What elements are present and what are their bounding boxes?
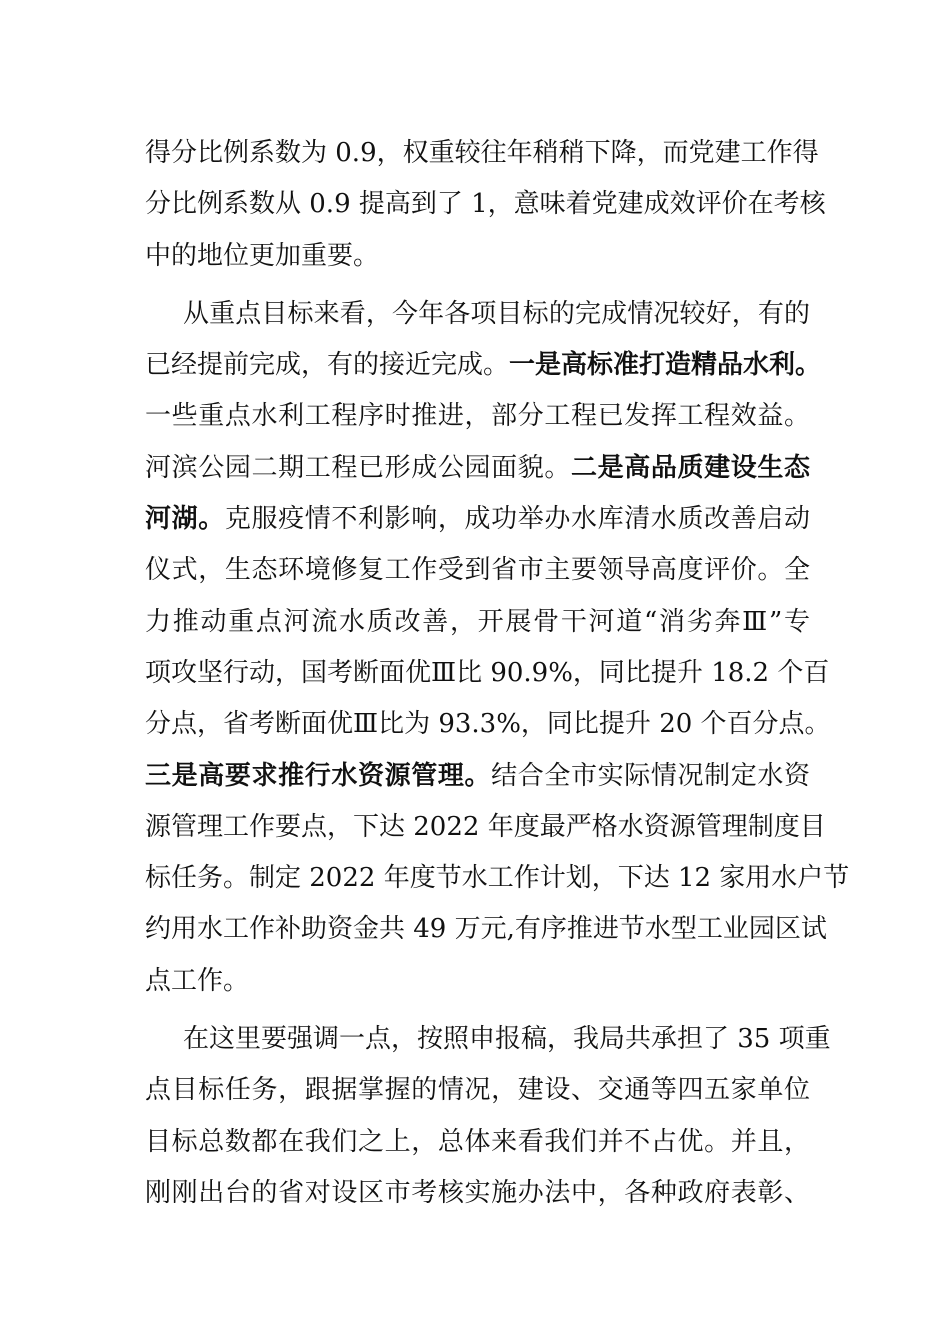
text-line xyxy=(145,802,826,853)
text-line xyxy=(145,956,810,1007)
text-span: 从重点目标来看，今年各项目标的完成情况较好，有的 xyxy=(183,298,810,329)
text-span: 得分比例系数为 0.9，权重较往年稍稍下降，而党建工作得 xyxy=(145,138,819,168)
text-line xyxy=(145,1117,810,1168)
bold-heading-span: 一是高标准打造精品水利。 xyxy=(509,350,822,381)
text-span: 点目标任务，跟据掌握的情况，建设、交通等四五家单位 xyxy=(145,1075,810,1106)
text-line xyxy=(145,699,831,750)
text-span: 源管理工作要点，下达 2022 年度最严格水资源管理制度目 xyxy=(145,811,826,842)
text-line xyxy=(145,751,810,802)
text-span: 中的地位更加重要。 xyxy=(145,240,380,271)
bold-heading-span: 二是高品质建设生态 xyxy=(570,452,810,483)
text-span: 克服疫情不利影响，成功举办水库清水质改善启动 xyxy=(224,504,810,535)
text-line xyxy=(145,1065,810,1116)
text-line xyxy=(145,904,827,955)
text-line xyxy=(145,391,810,442)
text-span: 分点，省考断面优Ⅲ比为 93.3%，同比提升 20 个百分点。 xyxy=(145,709,831,740)
text-span: 已经提前完成，有的接近完成。 xyxy=(145,350,510,381)
text-line xyxy=(145,648,830,699)
bold-heading-span: 河湖。 xyxy=(145,504,225,535)
text-span: 刚刚出台的省对设区市考核实施办法中，各种政府表彰、 xyxy=(145,1177,810,1208)
text-span: 力推动重点河流水质改善，开展骨干河道“消劣奔Ⅲ”专 xyxy=(145,606,810,637)
body-text xyxy=(145,128,850,1219)
text-line xyxy=(145,494,810,545)
text-line xyxy=(145,853,850,904)
text-span: 标任务。制定 2022 年度节水工作计划，下达 12 家用水户节 xyxy=(145,863,850,894)
text-span: 点工作。 xyxy=(145,965,250,996)
text-span: 约用水工作补助资金共 49 万元,有序推进节水型工业园区试 xyxy=(145,914,827,945)
text-line xyxy=(145,340,822,391)
text-span: 目标总数都在我们之上，总体来看我们并不占优。并且， xyxy=(145,1126,810,1157)
text-line xyxy=(145,289,810,340)
text-span: 在这里要强调一点，按照申报稿，我局共承担了 35 项重 xyxy=(183,1024,831,1055)
text-line xyxy=(145,1168,810,1219)
text-span: 一些重点水利工程序时推进，部分工程已发挥工程效益。 xyxy=(145,401,810,432)
text-line xyxy=(145,545,810,596)
text-line xyxy=(145,597,810,648)
text-line xyxy=(145,128,819,179)
text-span: 仪式，生态环境修复工作受到省市主要领导高度评价。全 xyxy=(145,555,810,586)
text-line xyxy=(145,1014,831,1065)
text-line xyxy=(145,443,810,494)
text-span: 河滨公园二期工程已形成公园面貌。 xyxy=(145,452,571,483)
bold-heading-span: 三是高要求推行水资源管理。 xyxy=(145,760,492,791)
text-span: 分比例系数从 0.9 提高到了 1，意味着党建成效评价在考核 xyxy=(145,189,826,220)
text-line xyxy=(145,231,810,282)
text-span: 项攻坚行动，国考断面优Ⅲ比 90.9%，同比提升 18.2 个百 xyxy=(145,657,830,688)
text-span: 结合全市实际情况制定水资 xyxy=(491,760,810,791)
text-line xyxy=(145,179,826,230)
